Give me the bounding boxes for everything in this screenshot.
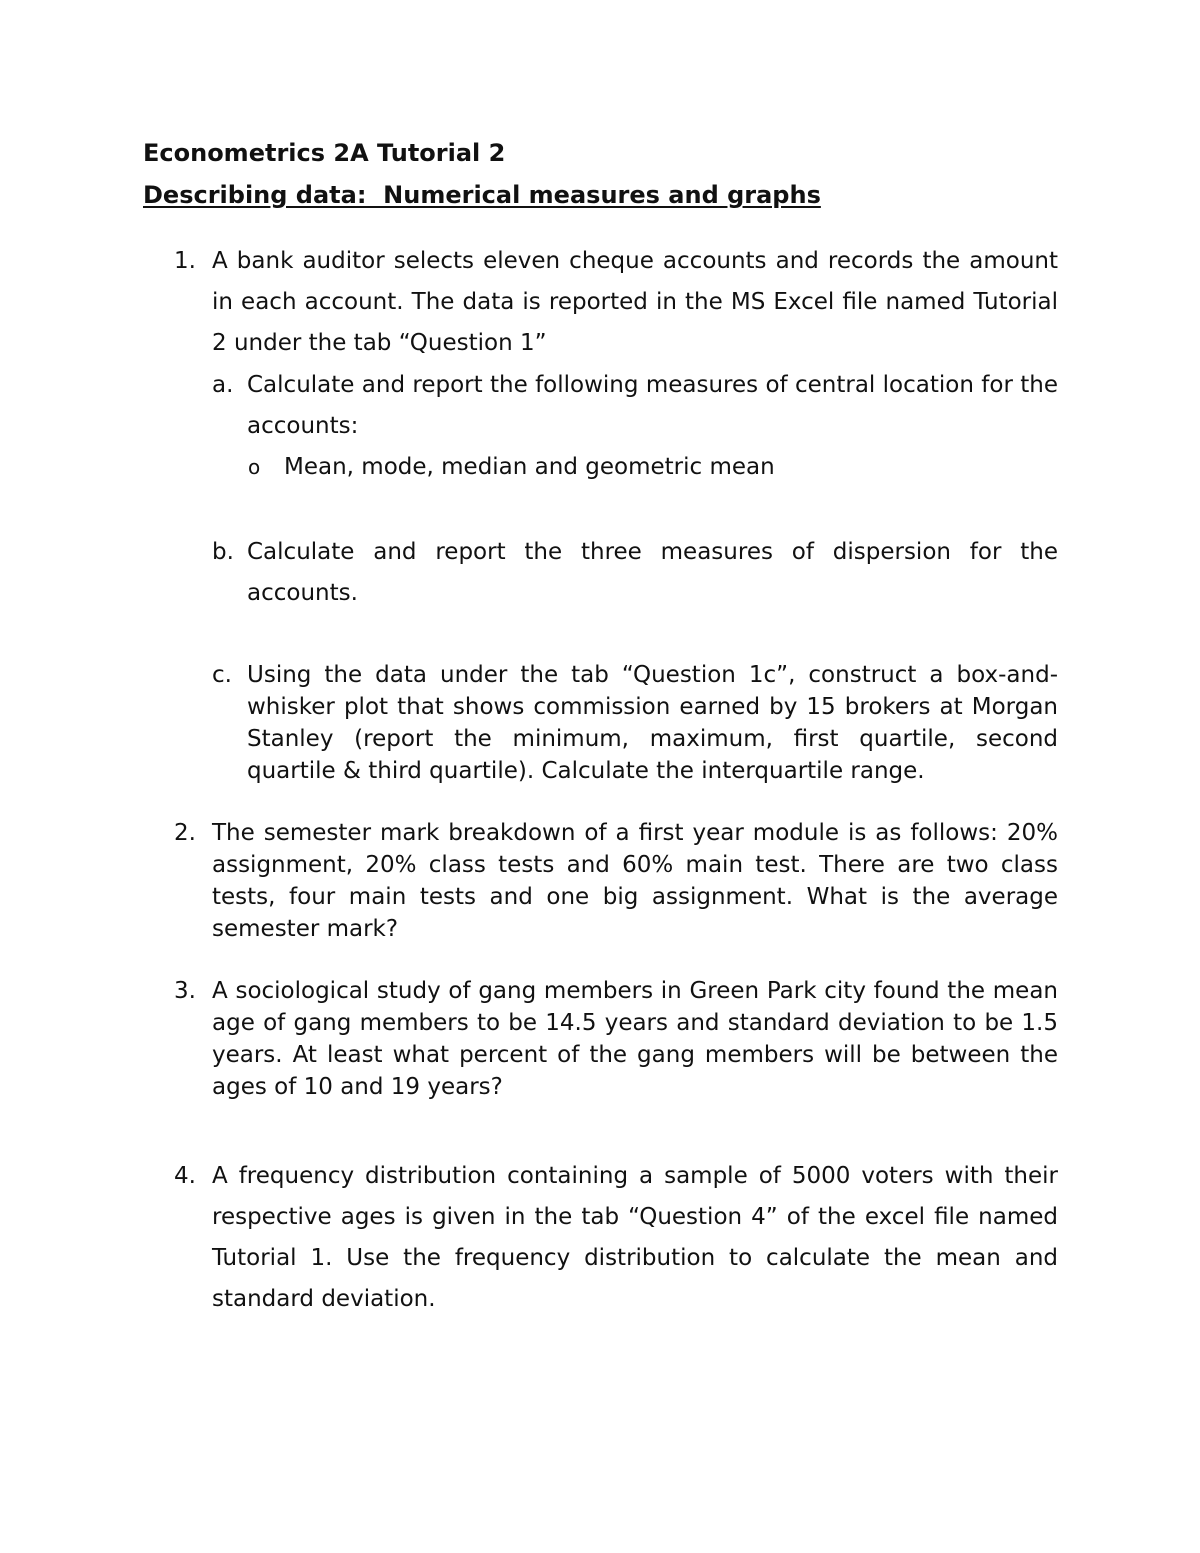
question-4-text: A frequency distribution containing a sample of 5000 voters with their respective ages is given in the tab “Question 4” of the excel file named Tutorial 1. Use the frequency distribution to calculate the mean and standard deviation. — [212, 1163, 1058, 1312]
question-2-number: 2. — [174, 820, 196, 846]
bullet-marker: o — [248, 455, 261, 479]
question-1a-letter: a. — [212, 372, 234, 398]
question-1c-letter: c. — [212, 662, 232, 688]
question-2-text: The semester mark breakdown of a first year module is as follows: 20% assignment, 20% class tests and 60% main test. There are two class tests, four main tests and one big assignment. What is the average semester mark? — [212, 820, 1058, 942]
question-1a-bullet-text: Mean, mode, median and geometric mean — [284, 454, 775, 480]
question-1c-text: Using the data under the tab “Question 1c”, construct a box-and-whisker plot that shows commission earned by 15 brokers at Morgan Stanley (report the minimum, maximum, first quartile, second quartile & third quartile). Calculate the interquartile range. — [247, 662, 1058, 784]
document-title: Econometrics 2A Tutorial 2 — [143, 139, 506, 167]
question-3-number: 3. — [174, 978, 196, 1004]
question-1a-text: Calculate and report the following measures of central location for the accounts: — [247, 372, 1058, 439]
question-1-number: 1. — [174, 248, 196, 274]
question-4-number: 4. — [174, 1163, 196, 1189]
question-3-text: A sociological study of gang members in Green Park city found the mean age of gang members to be 14.5 years and standard deviation to be 1.5 years. At least what percent of the gang members will be between the ages of 10 and 19 years? — [212, 978, 1058, 1100]
question-1b-text: Calculate and report the three measures of dispersion for the accounts. — [247, 539, 1058, 606]
question-1-text: A bank auditor selects eleven cheque accounts and records the amount in each account. The data is reported in the MS Excel file named Tutorial 2 under the tab “Question 1” — [212, 248, 1058, 356]
document-subtitle: Describing data: Numerical measures and graphs — [143, 181, 821, 209]
question-1b-letter: b. — [212, 539, 234, 565]
